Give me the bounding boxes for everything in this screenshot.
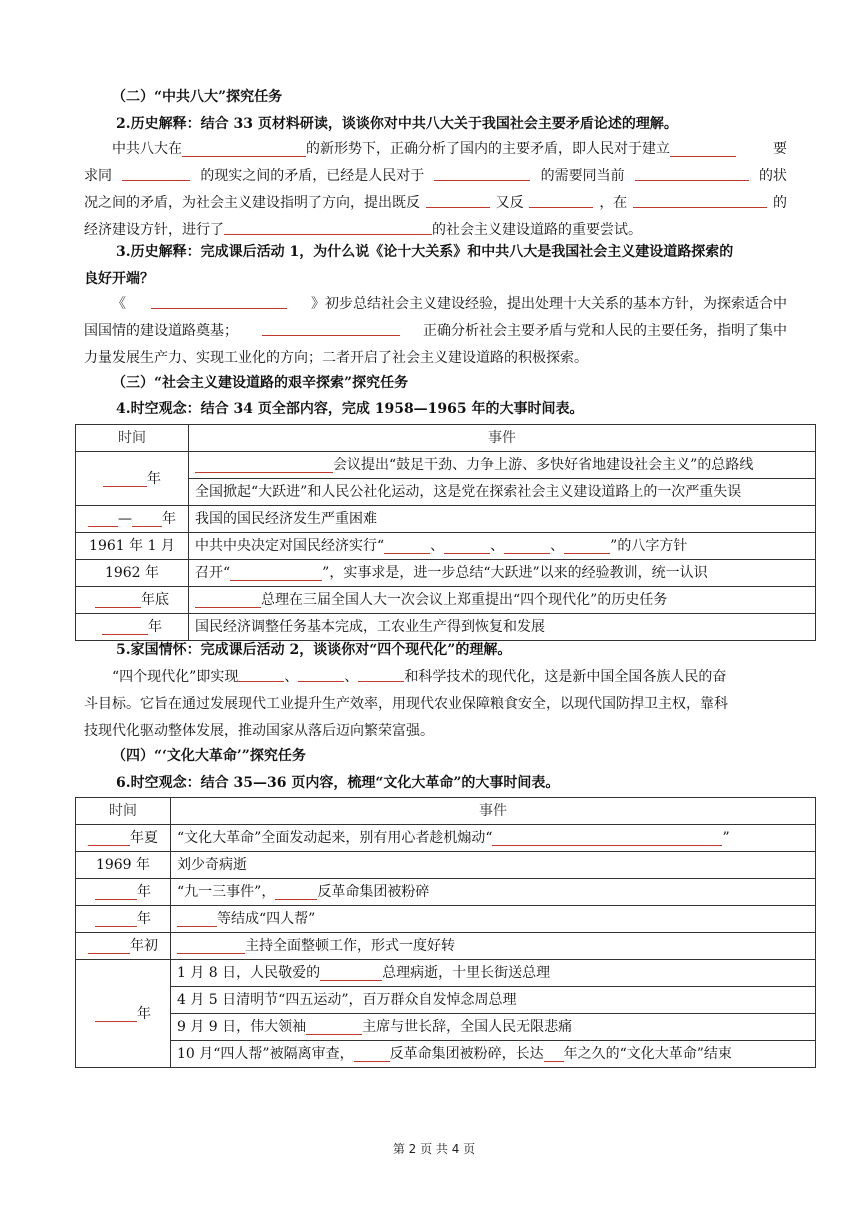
timeline-table-1958-1965 (75, 424, 816, 641)
fill-blank[interactable] (492, 828, 722, 846)
table-row: 全国掀起“大跃进”和人民公社化运动，这是党在探索社会主义建设道路上的一次严重失误 (76, 479, 816, 506)
fill-blank[interactable] (262, 318, 400, 336)
fill-blank[interactable] (88, 936, 130, 954)
table-row: 年底 总理在三届全国人大一次会议上郑重提出“四个现代化”的历史任务 (76, 587, 816, 614)
fill-blank[interactable] (103, 469, 147, 487)
fill-blank[interactable] (238, 664, 284, 682)
timeline-table-cultural-revolution (75, 797, 816, 1068)
section-2-title: （二）“中共八大”探究任务 (112, 89, 283, 105)
fill-blank[interactable] (384, 536, 430, 554)
paragraph-ten-relationships: 《 》初步总结社会主义建设经验，提出处理十大关系的基本方针，为探索适合中 国国情的建设道路奠基； 正确分析社会主要矛盾与党和人民的主要任务，指明了集中 力量发展生产力、实现工业化的方向；二者开启了社会主义建设道路的积极探索。 (84, 291, 787, 372)
table-row: 年 国民经济调整任务基本完成，工农业生产得到恢复和发展 (76, 614, 816, 641)
table-row: 年夏 “文化大革命”全面发动起来，别有用心者趁机煽动“ ” (76, 825, 816, 852)
fill-blank[interactable] (88, 828, 130, 846)
fill-blank[interactable] (230, 563, 322, 581)
table-row: — 年 我国的国民经济发生严重困难 (76, 506, 816, 533)
fill-blank[interactable] (358, 664, 404, 682)
fill-blank[interactable] (670, 139, 736, 157)
fill-blank[interactable] (95, 909, 137, 927)
fill-blank[interactable] (132, 509, 162, 527)
question-2: 2.历史解释：结合 33 页材料研读，谈谈你对中共八大关于我国社会主要矛盾论述的理解。 (116, 116, 678, 132)
table-row: 4 月 5 日清明节“四五运动”，百万群众自发悼念周总理 (76, 987, 816, 1014)
question-3: 3.历史解释：完成课后活动 1，为什么说《论十大关系》和中共八大是我国社会主义建设道路探索的 (116, 244, 734, 260)
question-5: 5.家国情怀：完成课后活动 2，谈谈你对“四个现代化”的理解。 (116, 642, 512, 658)
fill-blank[interactable] (275, 882, 317, 900)
table-row: 年 1 月 8 日，人民敬爱的 总理病逝，十里长街送总理 (76, 960, 816, 987)
fill-blank[interactable] (320, 963, 382, 981)
question-3-cont: 良好开端？ (84, 271, 154, 287)
fill-blank[interactable] (504, 536, 550, 554)
fill-blank[interactable] (122, 163, 190, 181)
fill-blank[interactable] (102, 617, 148, 635)
question-4: 4.时空观念：结合 34 页全部内容，完成 1958—1965 年的大事时间表。 (116, 401, 584, 417)
table-row: 年初 主持全面整顿工作，形式一度好转 (76, 933, 816, 960)
fill-blank[interactable] (88, 509, 118, 527)
fill-blank[interactable] (635, 163, 749, 181)
fill-blank[interactable] (633, 190, 767, 208)
section-3-title: （三）“社会主义建设道路的艰辛探索”探究任务 (112, 375, 409, 391)
table-row: 年 等结成“四人帮” (76, 906, 816, 933)
fill-blank[interactable] (182, 139, 306, 157)
header-time: 时间 (76, 798, 171, 825)
fill-blank[interactable] (434, 163, 530, 181)
header-event: 事件 (189, 425, 816, 452)
table-row: 年 会议提出“鼓足干劲、力争上游、多快好省地建设社会主义”的总路线 (76, 452, 816, 479)
section-4-title: （四）“‘文化大革命’”探究任务 (112, 748, 306, 764)
page-footer: 第 2 页 共 4 页 (392, 1142, 476, 1156)
fill-blank[interactable] (298, 664, 344, 682)
fill-blank[interactable] (529, 190, 593, 208)
fill-blank[interactable] (354, 1044, 390, 1062)
fill-blank[interactable] (95, 1004, 137, 1022)
table-row: 9 月 9 日，伟大领袖 主席与世长辞，全国人民无限悲痛 (76, 1014, 816, 1041)
table-row: 1969 年 刘少奇病逝 (76, 852, 816, 879)
paragraph-four-modernizations: “四个现代化”即实现 、 、 和科学技术的现代化，这是新中国全国各族人民的奋 斗目标。它旨在通过发展现代工业提升生产效率，用现代农业保障粮食安全，以现代国防捍卫主权，靠科 技现代化驱动整体发展，推动国家从落后迈向繁荣富强。 (84, 664, 787, 745)
header-time: 时间 (76, 425, 189, 452)
fill-blank[interactable] (177, 909, 217, 927)
fill-blank[interactable] (426, 190, 490, 208)
paragraph-cpc-eighth-congress: 中共八大在 的新形势下，正确分析了国内的主要矛盾，即人民对于建立 要 求同 的现实之间的矛盾，已经是人民对于 的需要同当前 的状 况之间的矛盾，为社会主义建设指明了方向，提出既反 又反 ，在 的 经济建设方针，进行了 的社会主义建设道路的重要尝试。 (84, 141, 787, 238)
table-row: 10 月“四人帮”被隔离审查， 反革命集团被粉碎，长达 年之久的“文化大革命”结束 (76, 1041, 816, 1068)
fill-blank[interactable] (306, 1017, 362, 1035)
fill-blank[interactable] (444, 536, 490, 554)
fill-blank[interactable] (195, 590, 261, 608)
fill-blank[interactable] (564, 536, 610, 554)
fill-blank[interactable] (95, 882, 137, 900)
fill-blank[interactable] (195, 455, 333, 473)
table-row: 年 “九一三事件”， 反革命集团被粉碎 (76, 879, 816, 906)
fill-blank[interactable] (151, 291, 287, 309)
fill-blank[interactable] (177, 936, 245, 954)
question-6: 6.时空观念：结合 35—36 页内容，梳理“文化大革命”的大事时间表。 (116, 775, 560, 791)
table-row: 1961 年 1 月 中共中央决定对国民经济实行“ 、 、 、 ”的八字方针 (76, 533, 816, 560)
table-row: 1962 年 召开“ ”，实事求是，进一步总结“大跃进”以来的经验教训，统一认识 (76, 560, 816, 587)
fill-blank[interactable] (224, 217, 432, 235)
fill-blank[interactable] (95, 590, 141, 608)
fill-blank[interactable] (544, 1044, 564, 1062)
header-event: 事件 (171, 798, 816, 825)
